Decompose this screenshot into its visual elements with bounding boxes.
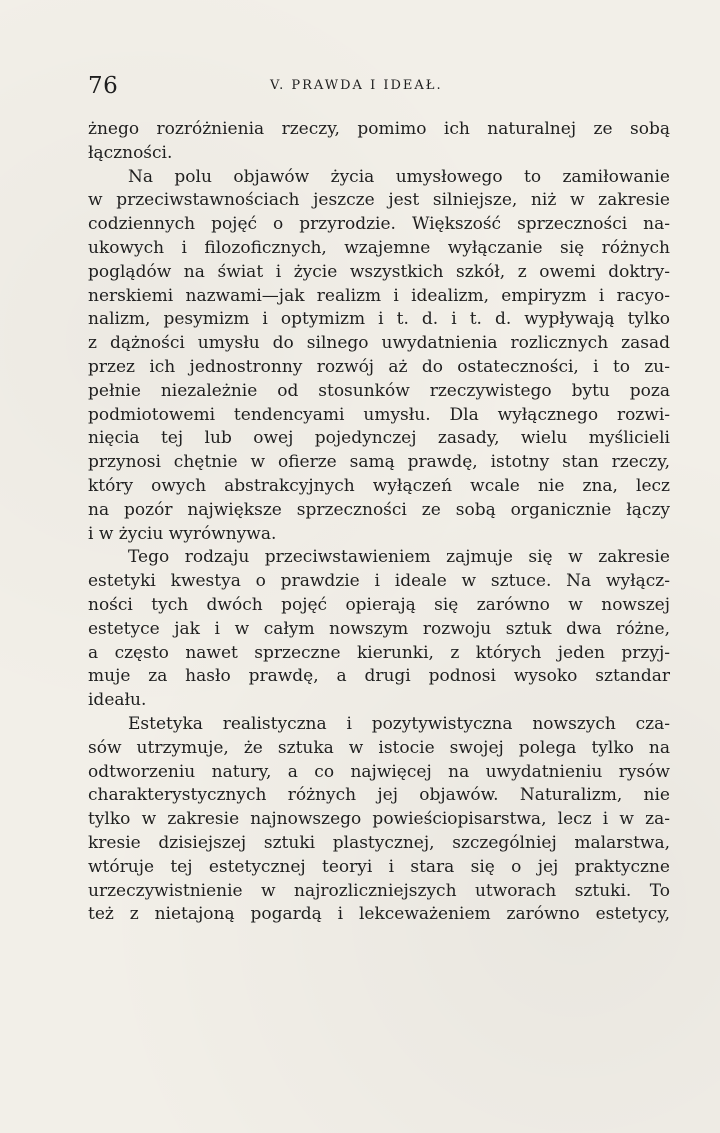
running-title: V. PRAWDA I IDEAŁ.	[270, 78, 443, 93]
text-line: nerskiemi nazwami—jak realizm i idealizm, empiryzm i racyo-	[88, 285, 670, 306]
paragraph	[88, 546, 670, 713]
text-line: codziennych pojęć o przyrodzie. Większość sprzeczności na-	[88, 214, 670, 235]
text-line: ności tych dwóch pojęć opierają się zarówno w nowszej	[88, 594, 670, 615]
text-line: z dążności umysłu do silnego uwydatnienia rozlicznych zasad	[88, 333, 670, 354]
text-line: żnego rozróżnienia rzeczy, pomimo ich naturalnej ze sobą	[88, 119, 670, 139]
page-number: 76	[88, 73, 119, 99]
text-line: tylko w zakresie najnowszego powieściopisarstwa, lecz i w za-	[88, 809, 670, 830]
text-line: sów utrzymuje, że sztuka w istocie swojej polega tylko na	[88, 737, 670, 758]
paragraph	[88, 166, 670, 547]
text-line: wtóruje tej estetycznej teoryi i stara się o jej praktyczne	[88, 856, 670, 877]
paragraph	[88, 118, 670, 166]
page-header	[88, 73, 668, 101]
body-text	[88, 118, 670, 927]
text-line: urzeczywistnienie w najrozliczniejszych utworach sztuki. To	[88, 880, 670, 901]
text-line: estetyki kwestya o prawdzie i ideale w sztuce. Na wyłącz-	[88, 571, 670, 592]
text-line: Na polu objawów życia umysłowego to zamiłowanie	[128, 166, 670, 187]
text-line: pełnie niezależnie od stosunków rzeczywistego bytu poza	[88, 380, 670, 401]
text-line: przez ich jednostronny rozwój aż do ostateczności, i to zu-	[88, 356, 670, 377]
text-line: ideału.	[88, 690, 147, 711]
text-line: odtworzeniu natury, a co najwięcej na uwydatnieniu rysów	[88, 761, 670, 782]
text-line: łączności.	[88, 142, 173, 163]
text-line: w przeciwstawnościach jeszcze jest silniejsze, niż w zakresie	[88, 190, 670, 211]
text-line: estetyce jak i w całym nowszym rozwoju sztuk dwa różne,	[88, 618, 670, 639]
text-line: też z nietajoną pogardą i lekceważeniem zarówno estetycy,	[88, 904, 670, 925]
text-line: nięcia tej lub owej pojedynczej zasady, wielu myślicieli	[88, 428, 670, 449]
text-line: nalizm, pesymizm i optymizm i t. d. i t. d. wypływają tylko	[88, 309, 670, 330]
paragraph	[88, 713, 670, 927]
text-line: a często nawet sprzeczne kierunki, z których jeden przyj-	[88, 642, 670, 663]
text-line: ukowych i filozoficznych, wzajemne wyłączanie się różnych	[88, 237, 670, 258]
text-line: na pozór największe sprzeczności ze sobą organicznie łączy	[88, 499, 670, 520]
text-line: który owych abstrakcyjnych wyłączeń wcale nie zna, lecz	[88, 475, 670, 496]
text-line: poglądów na świat i życie wszystkich szkół, z owemi doktry-	[88, 261, 670, 282]
text-line: Tego rodzaju przeciwstawieniem zajmuje się w zakresie	[128, 547, 670, 568]
text-line: Estetyka realistyczna i pozytywistyczna nowszych cza-	[128, 713, 670, 734]
text-line: charakterystycznych różnych jej objawów. Naturalizm, nie	[88, 785, 670, 806]
text-line: muje za hasło prawdę, a drugi podnosi wysoko sztandar	[88, 666, 670, 687]
text-line: i w życiu wyrównywa.	[88, 523, 277, 544]
text-line: przynosi chętnie w ofierze samą prawdę, istotny stan rzeczy,	[88, 452, 670, 473]
text-line: kresie dzisiejszej sztuki plastycznej, szczególniej malarstwa,	[88, 832, 670, 853]
text-line: podmiotowemi tendencyami umysłu. Dla wyłącznego rozwi-	[88, 404, 670, 425]
